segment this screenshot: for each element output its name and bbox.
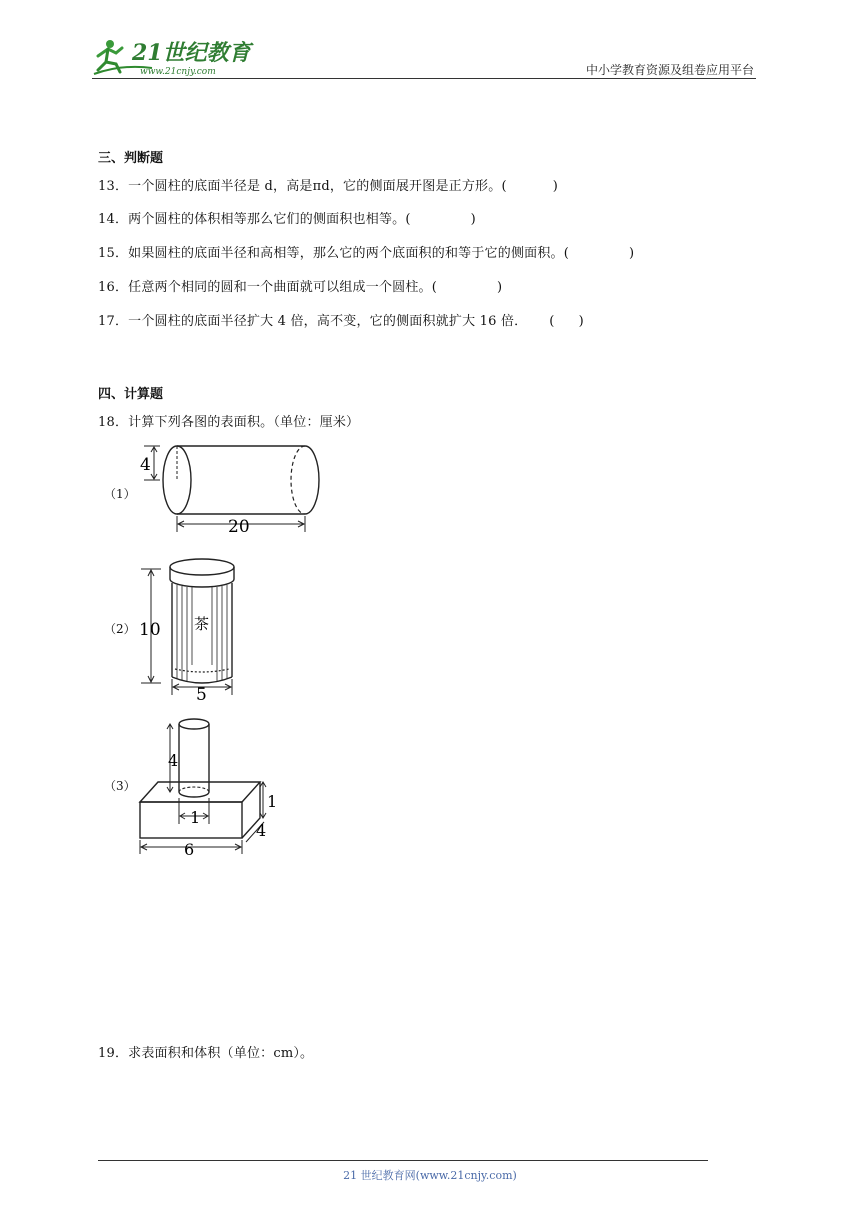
header-divider [92, 78, 756, 79]
figure-1-length: 20 [228, 517, 250, 536]
section-3-title: 三、判断题 [98, 151, 164, 166]
question-16 [98, 276, 502, 295]
question-13 [98, 175, 558, 194]
question-17-text: 17．一个圆柱的底面半径扩大 4 倍，高不变，它的侧面积就扩大 16 倍． [98, 314, 528, 329]
question-18: 18．计算下列各图的表面积。（单位：厘米） [98, 415, 360, 430]
logo-text: 21世纪教育 [132, 40, 251, 66]
figure-3-box-depth: 4 [256, 821, 267, 840]
footer-divider [98, 1160, 708, 1161]
figure-2-tea-can [135, 553, 245, 703]
question-15-close: ) [629, 246, 635, 261]
question-17 [98, 310, 584, 329]
figure-3-box-height: 1 [267, 792, 278, 811]
logo-url: www.21cnjy.com [140, 67, 216, 77]
question-15-text: 15．如果圆柱的底面半径和高相等，那么它的两个底面积的和等于它的侧面积。( [98, 246, 570, 261]
figure-3-composite-solid [132, 712, 282, 857]
figure-1-radius: 4 [140, 455, 151, 475]
question-13-text: 13．一个圆柱的底面半径是 d，高是πd，它的侧面展开图是正方形。( [98, 179, 507, 194]
question-13-close: ) [552, 179, 559, 194]
question-16-text: 16．任意两个相同的圆和一个曲面就可以组成一个圆柱。( [98, 280, 438, 295]
figure-2-tea-char: 茶 [194, 615, 210, 633]
figure-3-label: （3） [104, 779, 136, 793]
figure-1-cylinder [130, 440, 330, 536]
header-platform-name: 中小学教育资源及组卷应用平台 [585, 63, 754, 77]
question-16-close: ) [497, 280, 503, 295]
question-17-open: ( [549, 314, 555, 329]
footer-link[interactable]: 21 世纪教育网(www.21cnjy.com) [343, 1169, 517, 1182]
figure-2-height: 10 [139, 620, 161, 640]
figure-2-diameter: 5 [196, 685, 207, 703]
question-14-close: ) [470, 212, 476, 227]
figure-2-label: （2） [104, 622, 136, 636]
figure-3-box-width: 6 [184, 840, 195, 857]
section-4-title: 四、计算题 [98, 387, 164, 402]
question-19: 19．求表面积和体积（单位：cm）。 [98, 1046, 314, 1061]
question-15 [98, 242, 634, 261]
figure-1-label: （1） [104, 487, 136, 501]
question-14-text: 14．两个圆柱的体积相等那么它们的侧面积也相等。( [98, 212, 411, 227]
figure-3-cylinder-diameter: 1 [190, 808, 201, 827]
question-14 [98, 208, 476, 227]
figure-3-cylinder-height: 4 [168, 751, 179, 770]
question-17-close: ) [578, 314, 584, 329]
site-logo [92, 34, 262, 80]
